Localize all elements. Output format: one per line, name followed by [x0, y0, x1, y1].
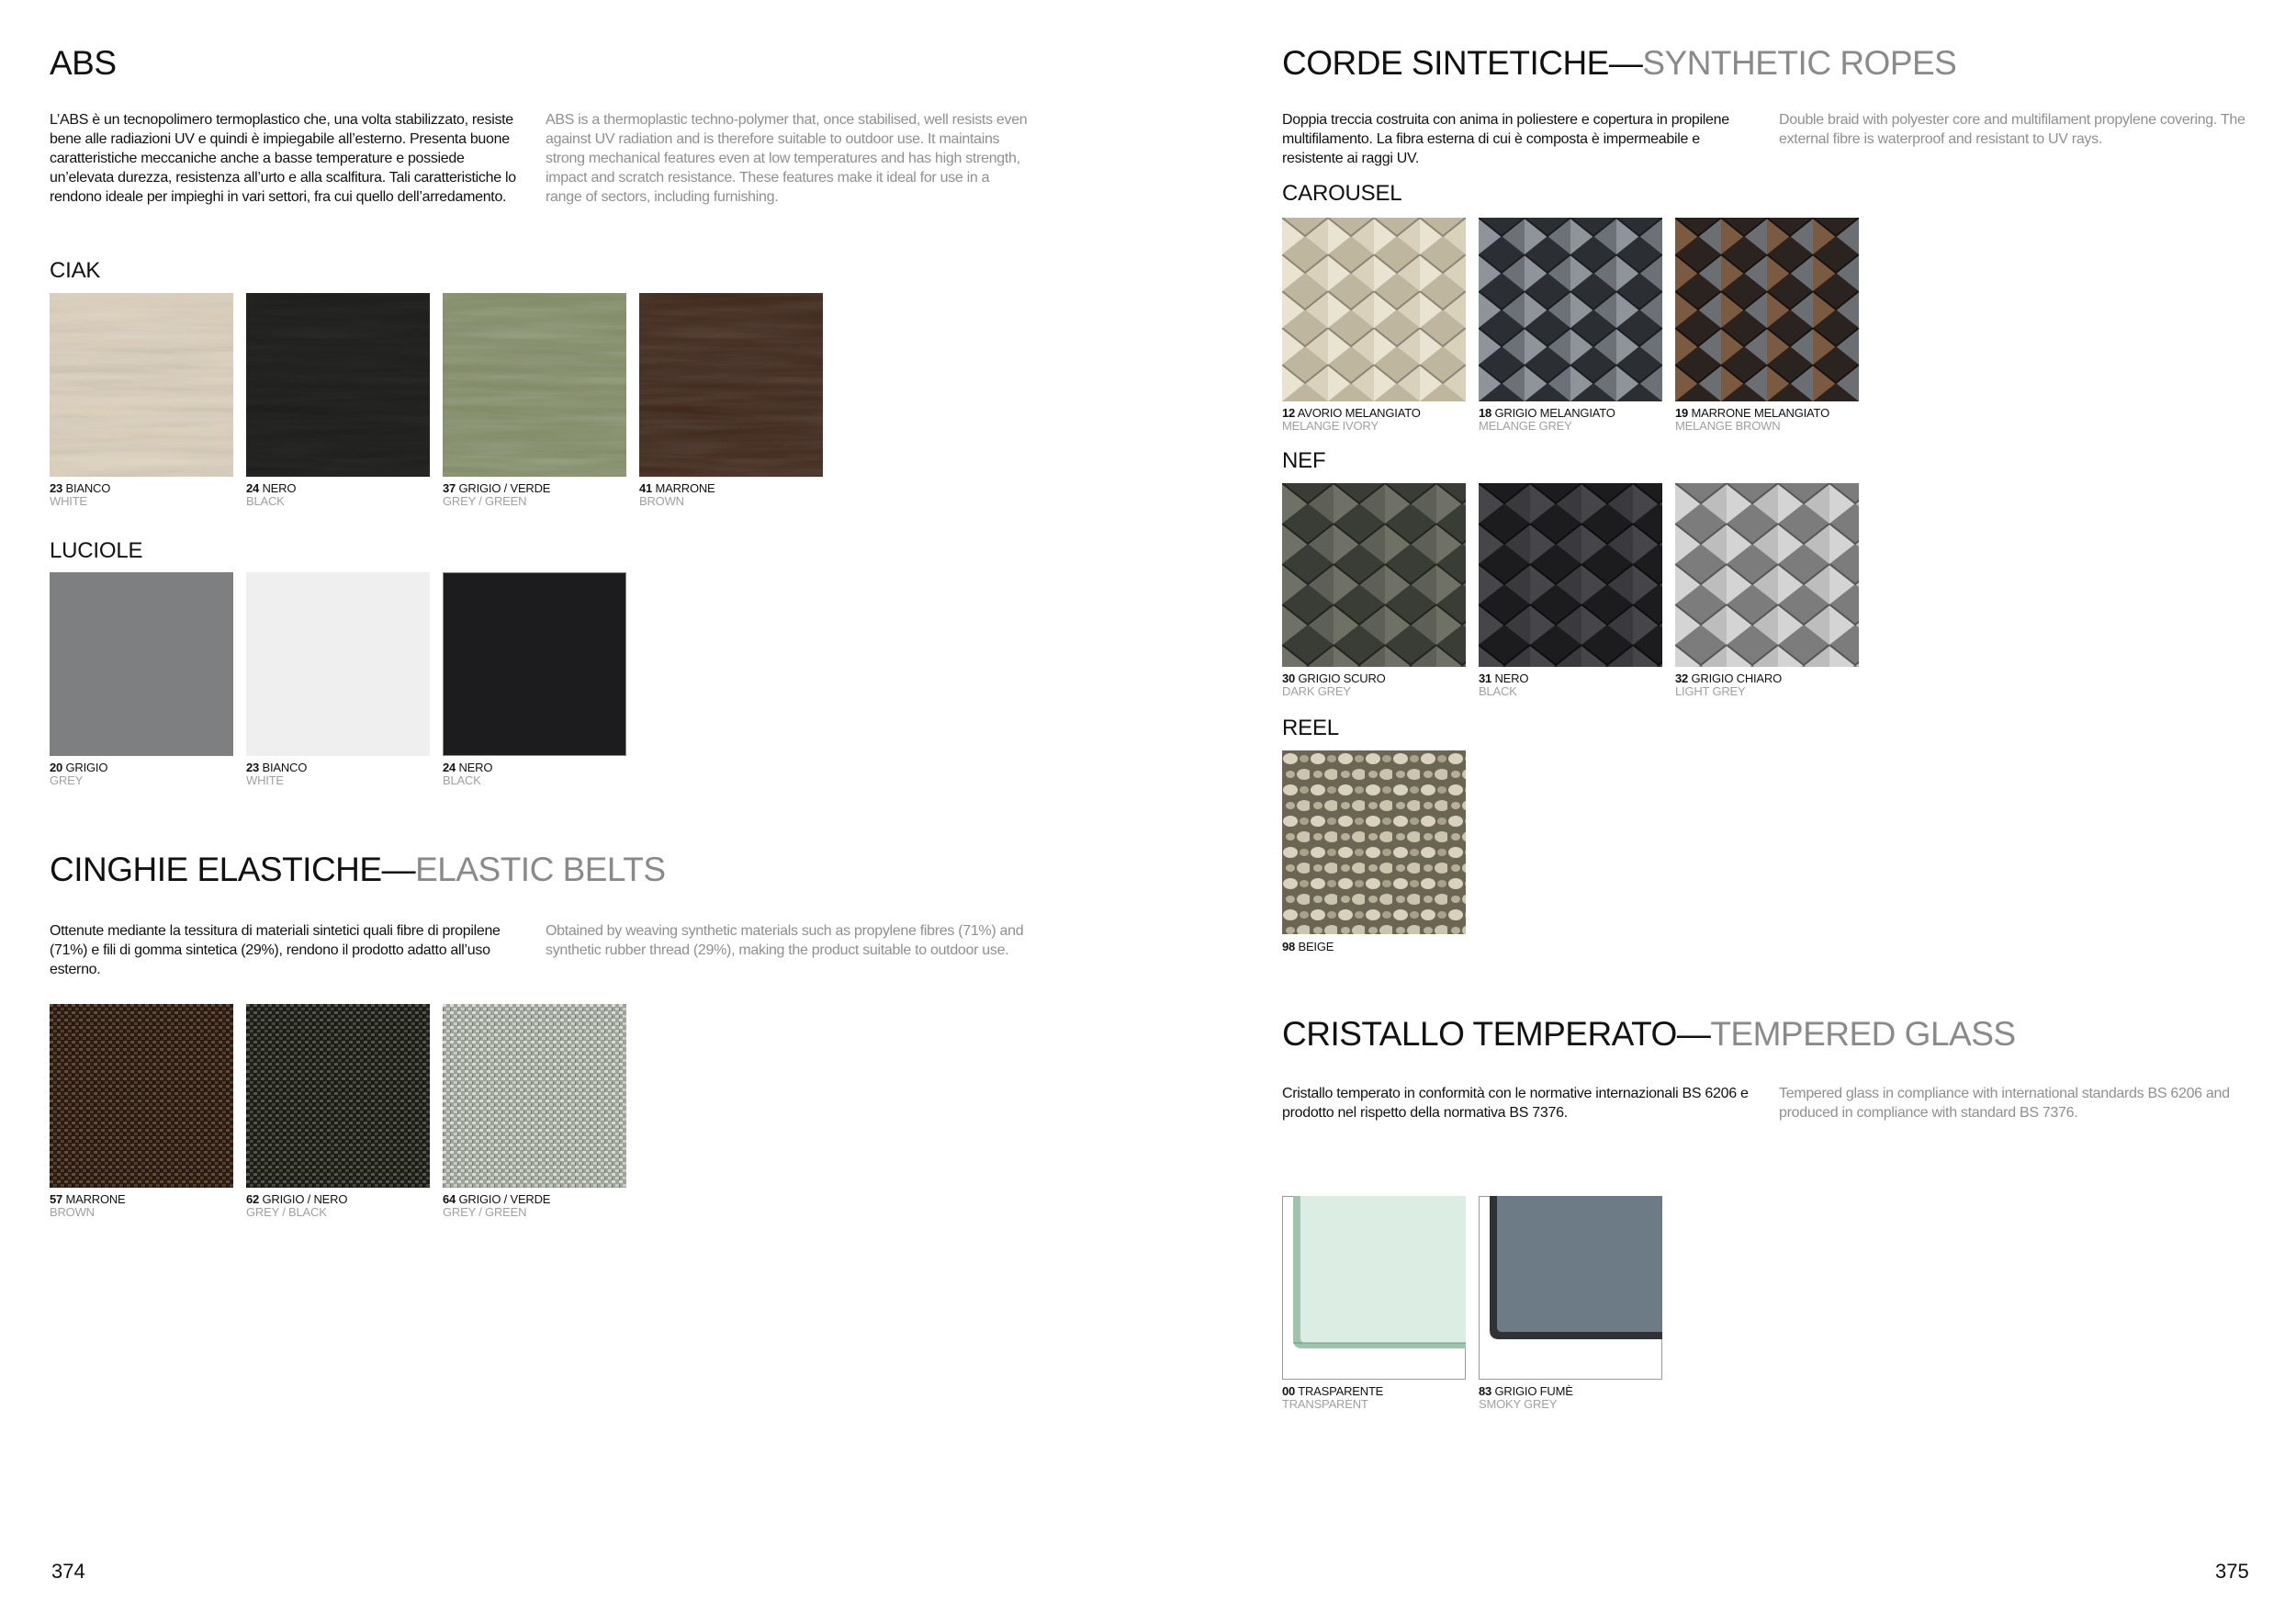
caption-luciole-23: 23 BIANCO — [246, 761, 308, 774]
ropes-text-en: Double braid with polyester core and multifilament propylene covering. The external fibre is waterproof and resistant to UV rays. — [1779, 112, 2245, 147]
caption-en-ciak-24: BLACK — [246, 494, 285, 508]
caption-en-carousel-18: MELANGE GREY — [1479, 419, 1572, 433]
swatch-glass-83 — [1479, 1196, 1662, 1380]
belts-text-en: Obtained by weaving synthetic materials such as propylene fibres (71%) and synthetic rubber thread (29%), making the product suitable to outdoor use. — [546, 923, 1024, 958]
caption-en-nef-30: DARK GREY — [1282, 684, 1351, 698]
caption-nef-32: 32 GRIGIO CHIARO — [1675, 671, 1783, 685]
section-title-tempered-glass: CRISTALLO TEMPERATO—TEMPERED GLASS — [1282, 1015, 2016, 1053]
abs-text-en: ABS is a thermoplastic techno-polymer that, once stabilised, well resists even against UV radiation and is therefore suitable to outdoor use. It maintains strong mechanical features even at low temperatures and has high strength, impact and scratch resistance. These features make it ideal for use in a range of sectors, including furnishing. — [546, 112, 1028, 205]
swatch-nef-32 — [1675, 483, 1859, 667]
caption-en-belt-64: GREY / GREEN — [443, 1205, 527, 1219]
caption-en-belt-57: BROWN — [50, 1205, 95, 1219]
subsection-title-nef: NEF — [1282, 448, 1326, 473]
caption-luciole-20: 20 GRIGIO — [50, 761, 108, 774]
subsection-title-luciole: LUCIOLE — [50, 538, 143, 563]
swatch-ciak-37 — [443, 293, 626, 477]
glass-text-it: Cristallo temperato in conformità con le normative internazionali BS 6206 e prodotto nel rispetto della normativa BS 7376. — [1282, 1086, 1749, 1121]
caption-en-carousel-12: MELANGE IVORY — [1282, 419, 1379, 433]
caption-en-belt-62: GREY / BLACK — [246, 1205, 327, 1219]
swatch-nef-31 — [1479, 483, 1662, 667]
caption-en-nef-31: BLACK — [1479, 684, 1517, 698]
caption-belt-57: 57 MARRONE — [50, 1192, 126, 1206]
swatch-belt-64 — [443, 1004, 626, 1188]
section-title-elastic-belts: CINGHIE ELASTICHE—ELASTIC BELTS — [50, 851, 666, 888]
glass-text-en: Tempered glass in compliance with international standards BS 6206 and produced in compliance with standard BS 7376. — [1779, 1086, 2230, 1121]
caption-ciak-37: 37 GRIGIO / VERDE — [443, 481, 551, 495]
caption-carousel-19: 19 MARRONE MELANGIATO — [1675, 406, 1829, 420]
abs-text-it: L’ABS è un tecnopolimero termoplastico che, una volta stabilizzato, resiste bene alle radiazioni UV e quindi è impiegabile all’esterno. Presenta buone caratteristiche meccaniche anche a basse temperature e possiede un’elevata durezza, resistenza all’urto e alla scalfitura. Tali caratteristiche lo rendono ideale per impieghi in vari settori, fra cui quello dell’arredamento. — [50, 112, 516, 205]
caption-en-ciak-37: GREY / GREEN — [443, 494, 527, 508]
caption-en-luciole-20: GREY — [50, 773, 84, 787]
caption-ciak-23: 23 BIANCO — [50, 481, 111, 495]
caption-en-glass-83: SMOKY GREY — [1479, 1397, 1558, 1411]
swatch-reel-98 — [1282, 750, 1466, 934]
ropes-text-it: Doppia treccia costruita con anima in poliestere e copertura in propilene multifilamento. La fibra esterna di cui è composta è impermeabile e resistente ai raggi UV. — [1282, 112, 1729, 166]
caption-en-nef-32: LIGHT GREY — [1675, 684, 1746, 698]
section-title-synthetic-ropes: CORDE SINTETICHE—SYNTHETIC ROPES — [1282, 44, 1957, 82]
caption-en-ciak-41: BROWN — [639, 494, 684, 508]
caption-en-glass-00: TRANSPARENT — [1282, 1397, 1368, 1411]
caption-en-ciak-23: WHITE — [50, 494, 87, 508]
swatch-ciak-41 — [639, 293, 823, 477]
swatch-carousel-12 — [1282, 218, 1466, 401]
caption-carousel-18: 18 GRIGIO MELANGIATO — [1479, 406, 1615, 420]
caption-carousel-12: 12 AVORIO MELANGIATO — [1282, 406, 1421, 420]
swatch-nef-30 — [1282, 483, 1466, 667]
swatch-luciole-20 — [50, 572, 233, 756]
caption-belt-64: 64 GRIGIO / VERDE — [443, 1192, 551, 1206]
caption-nef-30: 30 GRIGIO SCURO — [1282, 671, 1386, 685]
swatch-carousel-18 — [1479, 218, 1662, 401]
caption-nef-31: 31 NERO — [1479, 671, 1529, 685]
subsection-title-carousel: CAROUSEL — [1282, 181, 1402, 206]
swatch-luciole-23 — [246, 572, 430, 756]
swatch-glass-00 — [1282, 1196, 1466, 1380]
caption-en-luciole-24: BLACK — [443, 773, 481, 787]
swatch-ciak-23 — [50, 293, 233, 477]
swatch-belt-57 — [50, 1004, 233, 1188]
caption-reel-98: 98 BEIGE — [1282, 940, 1334, 953]
subsection-title-reel: REEL — [1282, 716, 1339, 740]
subsection-title-ciak: CIAK — [50, 258, 101, 283]
page-number-left: 374 — [51, 1560, 85, 1583]
caption-ciak-41: 41 MARRONE — [639, 481, 715, 495]
caption-glass-00: 00 TRASPARENTE — [1282, 1384, 1384, 1398]
swatch-ciak-24 — [246, 293, 430, 477]
swatch-belt-62 — [246, 1004, 430, 1188]
caption-en-carousel-19: MELANGE BROWN — [1675, 419, 1781, 433]
caption-glass-83: 83 GRIGIO FUMÈ — [1479, 1384, 1573, 1398]
caption-ciak-24: 24 NERO — [246, 481, 297, 495]
caption-luciole-24: 24 NERO — [443, 761, 493, 774]
swatch-carousel-19 — [1675, 218, 1859, 401]
belts-text-it: Ottenute mediante la tessitura di materiali sintetici quali fibre di propilene (71%) e fili di gomma sintetica (29%), rendono il prodotto adatto all’uso esterno. — [50, 923, 501, 977]
page-number-right: 375 — [2215, 1560, 2249, 1583]
caption-en-luciole-23: WHITE — [246, 773, 284, 787]
swatch-luciole-24 — [443, 572, 626, 756]
section-title-abs: ABS — [50, 44, 117, 82]
caption-belt-62: 62 GRIGIO / NERO — [246, 1192, 348, 1206]
